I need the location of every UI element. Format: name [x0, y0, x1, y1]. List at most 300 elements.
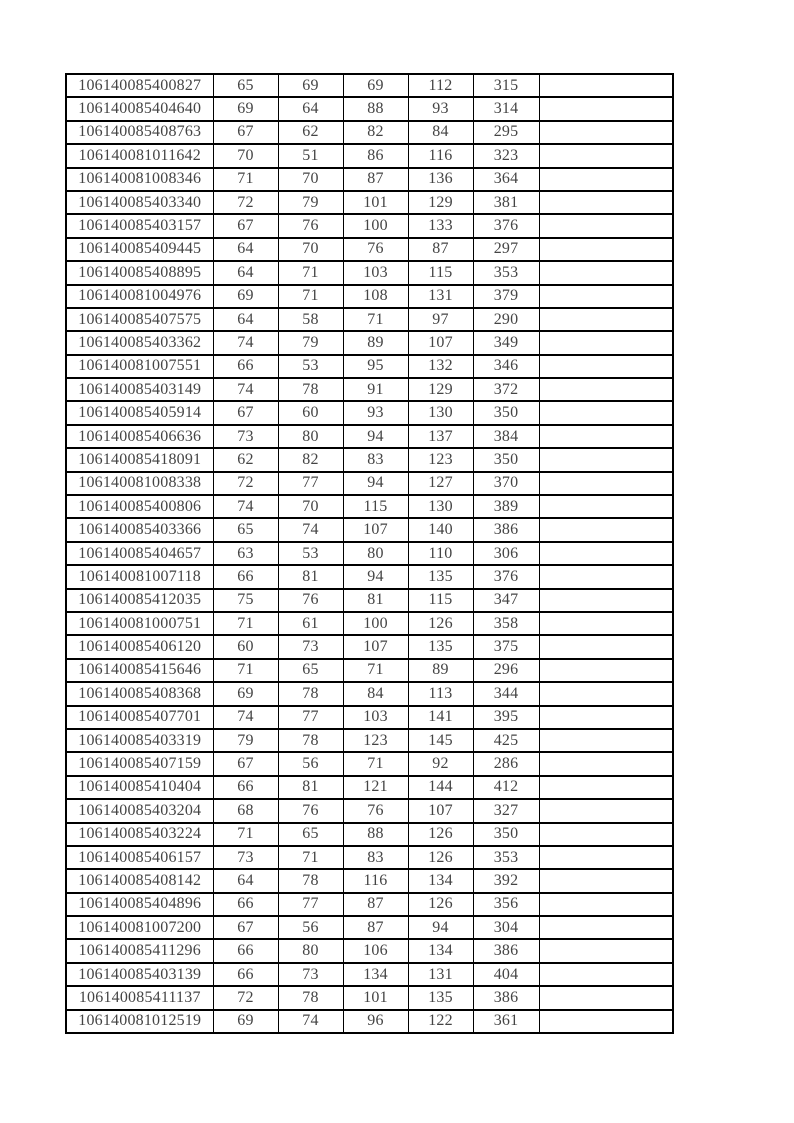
- cell-score-1: 65: [213, 74, 278, 97]
- table-row: [66, 74, 673, 97]
- scores-table: [65, 73, 674, 1034]
- table-row: [66, 121, 673, 144]
- cell-score-3: 81: [343, 589, 408, 612]
- cell-blank: [539, 659, 673, 682]
- cell-blank: [539, 939, 673, 962]
- table-row: [66, 425, 673, 448]
- cell-total: 323: [473, 144, 539, 167]
- cell-total: 375: [473, 635, 539, 658]
- cell-total: 361: [473, 1010, 539, 1033]
- cell-score-1: 60: [213, 635, 278, 658]
- cell-score-4: 130: [408, 495, 473, 518]
- cell-score-3: 106: [343, 939, 408, 962]
- cell-score-4: 131: [408, 285, 473, 308]
- cell-score-2: 65: [278, 659, 343, 682]
- cell-student-id: 106140085406636: [66, 425, 213, 448]
- cell-score-3: 107: [343, 518, 408, 541]
- table-row: [66, 612, 673, 635]
- cell-score-4: 129: [408, 378, 473, 401]
- cell-score-2: 51: [278, 144, 343, 167]
- cell-blank: [539, 518, 673, 541]
- cell-student-id: 106140085400827: [66, 74, 213, 97]
- cell-score-1: 79: [213, 729, 278, 752]
- cell-student-id: 106140085404657: [66, 542, 213, 565]
- cell-score-4: 140: [408, 518, 473, 541]
- cell-total: 386: [473, 939, 539, 962]
- table-row: [66, 682, 673, 705]
- cell-score-3: 93: [343, 401, 408, 424]
- cell-total: 327: [473, 799, 539, 822]
- cell-score-1: 69: [213, 1010, 278, 1033]
- cell-score-3: 101: [343, 191, 408, 214]
- cell-student-id: 106140085403362: [66, 331, 213, 354]
- cell-total: 379: [473, 285, 539, 308]
- cell-score-4: 135: [408, 635, 473, 658]
- cell-blank: [539, 706, 673, 729]
- cell-score-1: 66: [213, 939, 278, 962]
- cell-score-4: 135: [408, 986, 473, 1009]
- cell-total: 286: [473, 752, 539, 775]
- cell-score-1: 64: [213, 308, 278, 331]
- cell-score-1: 72: [213, 472, 278, 495]
- table-row: [66, 869, 673, 892]
- cell-score-4: 133: [408, 214, 473, 237]
- cell-score-1: 69: [213, 682, 278, 705]
- cell-student-id: 106140085407701: [66, 706, 213, 729]
- cell-blank: [539, 893, 673, 916]
- cell-score-2: 62: [278, 121, 343, 144]
- table-row: [66, 963, 673, 986]
- cell-total: 386: [473, 986, 539, 1009]
- cell-blank: [539, 378, 673, 401]
- cell-blank: [539, 635, 673, 658]
- cell-score-2: 70: [278, 495, 343, 518]
- cell-blank: [539, 472, 673, 495]
- cell-score-4: 126: [408, 823, 473, 846]
- table-row: [66, 823, 673, 846]
- cell-score-3: 87: [343, 916, 408, 939]
- table-row: [66, 939, 673, 962]
- cell-score-3: 87: [343, 168, 408, 191]
- cell-total: 364: [473, 168, 539, 191]
- cell-student-id: 106140085403340: [66, 191, 213, 214]
- cell-total: 297: [473, 238, 539, 261]
- table-row: [66, 308, 673, 331]
- cell-score-4: 145: [408, 729, 473, 752]
- cell-student-id: 106140081012519: [66, 1010, 213, 1033]
- cell-total: 389: [473, 495, 539, 518]
- cell-score-4: 130: [408, 401, 473, 424]
- cell-score-3: 91: [343, 378, 408, 401]
- cell-student-id: 106140085407159: [66, 752, 213, 775]
- cell-score-1: 74: [213, 495, 278, 518]
- cell-score-4: 126: [408, 893, 473, 916]
- cell-score-1: 73: [213, 846, 278, 869]
- table-row: [66, 331, 673, 354]
- cell-score-1: 74: [213, 378, 278, 401]
- cell-score-4: 107: [408, 799, 473, 822]
- cell-score-1: 69: [213, 285, 278, 308]
- cell-score-1: 68: [213, 799, 278, 822]
- cell-score-1: 67: [213, 401, 278, 424]
- table-row: [66, 635, 673, 658]
- cell-total: 358: [473, 612, 539, 635]
- cell-score-3: 76: [343, 799, 408, 822]
- cell-score-2: 64: [278, 97, 343, 120]
- cell-blank: [539, 448, 673, 471]
- cell-score-4: 92: [408, 752, 473, 775]
- cell-student-id: 106140085404640: [66, 97, 213, 120]
- table-row: [66, 495, 673, 518]
- cell-student-id: 106140081007551: [66, 355, 213, 378]
- table-row: [66, 518, 673, 541]
- table-row: [66, 893, 673, 916]
- cell-student-id: 106140085415646: [66, 659, 213, 682]
- cell-blank: [539, 752, 673, 775]
- cell-score-4: 129: [408, 191, 473, 214]
- cell-score-1: 64: [213, 238, 278, 261]
- cell-blank: [539, 682, 673, 705]
- table-row: [66, 1010, 673, 1033]
- cell-score-3: 107: [343, 635, 408, 658]
- cell-score-2: 81: [278, 776, 343, 799]
- cell-score-3: 71: [343, 308, 408, 331]
- cell-score-4: 123: [408, 448, 473, 471]
- cell-score-4: 127: [408, 472, 473, 495]
- cell-blank: [539, 355, 673, 378]
- cell-blank: [539, 261, 673, 284]
- cell-score-2: 53: [278, 542, 343, 565]
- cell-score-1: 70: [213, 144, 278, 167]
- cell-score-2: 82: [278, 448, 343, 471]
- table-row: [66, 355, 673, 378]
- cell-score-3: 94: [343, 472, 408, 495]
- cell-score-2: 70: [278, 168, 343, 191]
- cell-score-2: 65: [278, 823, 343, 846]
- cell-blank: [539, 963, 673, 986]
- table-row: [66, 916, 673, 939]
- cell-score-4: 126: [408, 846, 473, 869]
- cell-total: 353: [473, 261, 539, 284]
- cell-score-2: 80: [278, 939, 343, 962]
- cell-blank: [539, 612, 673, 635]
- cell-score-1: 67: [213, 916, 278, 939]
- table-row: [66, 285, 673, 308]
- cell-score-2: 77: [278, 706, 343, 729]
- cell-score-3: 88: [343, 823, 408, 846]
- cell-blank: [539, 74, 673, 97]
- cell-student-id: 106140085408763: [66, 121, 213, 144]
- cell-score-4: 97: [408, 308, 473, 331]
- cell-total: 306: [473, 542, 539, 565]
- cell-student-id: 106140081008338: [66, 472, 213, 495]
- cell-blank: [539, 1010, 673, 1033]
- cell-total: 314: [473, 97, 539, 120]
- cell-score-3: 103: [343, 706, 408, 729]
- cell-score-4: 144: [408, 776, 473, 799]
- cell-total: 412: [473, 776, 539, 799]
- cell-score-2: 78: [278, 682, 343, 705]
- cell-score-2: 73: [278, 963, 343, 986]
- table-row: [66, 659, 673, 682]
- cell-score-2: 53: [278, 355, 343, 378]
- cell-score-2: 80: [278, 425, 343, 448]
- cell-score-4: 115: [408, 261, 473, 284]
- cell-student-id: 106140085411137: [66, 986, 213, 1009]
- cell-score-2: 71: [278, 846, 343, 869]
- cell-score-2: 76: [278, 799, 343, 822]
- cell-score-2: 69: [278, 74, 343, 97]
- cell-score-3: 115: [343, 495, 408, 518]
- cell-blank: [539, 168, 673, 191]
- cell-score-2: 74: [278, 1010, 343, 1033]
- cell-score-3: 76: [343, 238, 408, 261]
- cell-score-2: 79: [278, 191, 343, 214]
- cell-student-id: 106140081000751: [66, 612, 213, 635]
- cell-total: 315: [473, 74, 539, 97]
- table-row: [66, 472, 673, 495]
- cell-score-4: 115: [408, 589, 473, 612]
- table-row: [66, 706, 673, 729]
- cell-student-id: 106140085418091: [66, 448, 213, 471]
- cell-total: 350: [473, 401, 539, 424]
- cell-total: 425: [473, 729, 539, 752]
- cell-score-3: 88: [343, 97, 408, 120]
- cell-score-1: 72: [213, 191, 278, 214]
- table-row: [66, 565, 673, 588]
- cell-student-id: 106140085408368: [66, 682, 213, 705]
- cell-score-2: 81: [278, 565, 343, 588]
- cell-score-4: 116: [408, 144, 473, 167]
- cell-student-id: 106140085409445: [66, 238, 213, 261]
- cell-score-4: 132: [408, 355, 473, 378]
- cell-score-4: 93: [408, 97, 473, 120]
- cell-score-1: 73: [213, 425, 278, 448]
- cell-blank: [539, 729, 673, 752]
- cell-student-id: 106140081007118: [66, 565, 213, 588]
- cell-score-2: 56: [278, 752, 343, 775]
- cell-student-id: 106140085403139: [66, 963, 213, 986]
- cell-score-3: 116: [343, 869, 408, 892]
- table-row: [66, 846, 673, 869]
- cell-total: 392: [473, 869, 539, 892]
- cell-score-3: 83: [343, 846, 408, 869]
- table-row: [66, 589, 673, 612]
- cell-blank: [539, 214, 673, 237]
- cell-student-id: 106140085403366: [66, 518, 213, 541]
- cell-total: 372: [473, 378, 539, 401]
- cell-score-3: 100: [343, 612, 408, 635]
- cell-score-4: 126: [408, 612, 473, 635]
- cell-score-3: 123: [343, 729, 408, 752]
- cell-blank: [539, 542, 673, 565]
- cell-student-id: 106140085412035: [66, 589, 213, 612]
- cell-blank: [539, 495, 673, 518]
- cell-student-id: 106140085403204: [66, 799, 213, 822]
- cell-student-id: 106140085406120: [66, 635, 213, 658]
- cell-student-id: 106140085410404: [66, 776, 213, 799]
- cell-blank: [539, 191, 673, 214]
- cell-student-id: 106140085400806: [66, 495, 213, 518]
- cell-score-3: 86: [343, 144, 408, 167]
- cell-student-id: 106140085403157: [66, 214, 213, 237]
- cell-student-id: 106140085403319: [66, 729, 213, 752]
- cell-score-3: 103: [343, 261, 408, 284]
- table-row: [66, 729, 673, 752]
- cell-blank: [539, 238, 673, 261]
- cell-score-1: 74: [213, 706, 278, 729]
- cell-score-1: 72: [213, 986, 278, 1009]
- cell-student-id: 106140081004976: [66, 285, 213, 308]
- cell-score-4: 134: [408, 939, 473, 962]
- cell-score-4: 107: [408, 331, 473, 354]
- table-row: [66, 448, 673, 471]
- cell-total: 344: [473, 682, 539, 705]
- cell-score-4: 131: [408, 963, 473, 986]
- table-row: [66, 214, 673, 237]
- cell-score-2: 76: [278, 214, 343, 237]
- cell-score-2: 61: [278, 612, 343, 635]
- cell-score-3: 108: [343, 285, 408, 308]
- cell-score-1: 74: [213, 331, 278, 354]
- cell-score-3: 87: [343, 893, 408, 916]
- cell-total: 349: [473, 331, 539, 354]
- cell-blank: [539, 331, 673, 354]
- cell-score-4: 110: [408, 542, 473, 565]
- cell-blank: [539, 401, 673, 424]
- cell-score-1: 66: [213, 565, 278, 588]
- cell-score-1: 64: [213, 261, 278, 284]
- cell-student-id: 106140081011642: [66, 144, 213, 167]
- cell-score-3: 94: [343, 565, 408, 588]
- cell-total: 384: [473, 425, 539, 448]
- cell-score-2: 77: [278, 472, 343, 495]
- cell-score-1: 71: [213, 168, 278, 191]
- cell-total: 290: [473, 308, 539, 331]
- cell-score-4: 87: [408, 238, 473, 261]
- cell-score-1: 75: [213, 589, 278, 612]
- table-row: [66, 97, 673, 120]
- cell-total: 381: [473, 191, 539, 214]
- cell-score-3: 101: [343, 986, 408, 1009]
- cell-blank: [539, 308, 673, 331]
- cell-student-id: 106140081007200: [66, 916, 213, 939]
- cell-score-4: 113: [408, 682, 473, 705]
- table-row: [66, 799, 673, 822]
- cell-score-4: 134: [408, 869, 473, 892]
- cell-score-4: 122: [408, 1010, 473, 1033]
- cell-student-id: 106140085405914: [66, 401, 213, 424]
- cell-score-1: 63: [213, 542, 278, 565]
- cell-score-1: 67: [213, 121, 278, 144]
- cell-total: 376: [473, 565, 539, 588]
- cell-total: 347: [473, 589, 539, 612]
- cell-blank: [539, 144, 673, 167]
- cell-score-1: 64: [213, 869, 278, 892]
- cell-total: 404: [473, 963, 539, 986]
- cell-blank: [539, 846, 673, 869]
- cell-total: 370: [473, 472, 539, 495]
- cell-score-3: 69: [343, 74, 408, 97]
- cell-blank: [539, 776, 673, 799]
- cell-score-1: 62: [213, 448, 278, 471]
- cell-total: 295: [473, 121, 539, 144]
- cell-score-4: 84: [408, 121, 473, 144]
- cell-score-2: 76: [278, 589, 343, 612]
- table-row: [66, 776, 673, 799]
- cell-student-id: 106140085403224: [66, 823, 213, 846]
- cell-blank: [539, 589, 673, 612]
- cell-score-3: 83: [343, 448, 408, 471]
- table-row: [66, 191, 673, 214]
- cell-score-2: 70: [278, 238, 343, 261]
- table-row: [66, 144, 673, 167]
- cell-score-1: 66: [213, 893, 278, 916]
- cell-score-2: 56: [278, 916, 343, 939]
- cell-score-1: 67: [213, 752, 278, 775]
- cell-score-2: 71: [278, 261, 343, 284]
- cell-score-1: 65: [213, 518, 278, 541]
- cell-blank: [539, 823, 673, 846]
- cell-score-3: 89: [343, 331, 408, 354]
- cell-score-3: 71: [343, 659, 408, 682]
- cell-blank: [539, 565, 673, 588]
- cell-score-1: 71: [213, 823, 278, 846]
- cell-score-1: 66: [213, 963, 278, 986]
- cell-score-2: 79: [278, 331, 343, 354]
- cell-score-2: 73: [278, 635, 343, 658]
- cell-blank: [539, 97, 673, 120]
- cell-score-2: 71: [278, 285, 343, 308]
- cell-student-id: 106140085408142: [66, 869, 213, 892]
- cell-student-id: 106140085411296: [66, 939, 213, 962]
- cell-score-1: 69: [213, 97, 278, 120]
- cell-score-1: 66: [213, 776, 278, 799]
- cell-score-3: 80: [343, 542, 408, 565]
- cell-blank: [539, 121, 673, 144]
- cell-student-id: 106140085407575: [66, 308, 213, 331]
- cell-total: 346: [473, 355, 539, 378]
- cell-blank: [539, 425, 673, 448]
- cell-total: 353: [473, 846, 539, 869]
- cell-total: 386: [473, 518, 539, 541]
- cell-blank: [539, 285, 673, 308]
- cell-score-1: 66: [213, 355, 278, 378]
- table-row: [66, 238, 673, 261]
- cell-total: 356: [473, 893, 539, 916]
- cell-score-2: 78: [278, 869, 343, 892]
- cell-score-2: 74: [278, 518, 343, 541]
- cell-score-4: 141: [408, 706, 473, 729]
- cell-total: 350: [473, 448, 539, 471]
- cell-score-4: 136: [408, 168, 473, 191]
- cell-score-3: 134: [343, 963, 408, 986]
- cell-score-3: 95: [343, 355, 408, 378]
- scores-table-body: [66, 74, 673, 1033]
- cell-score-3: 100: [343, 214, 408, 237]
- table-row: [66, 261, 673, 284]
- table-row: [66, 542, 673, 565]
- table-row: [66, 401, 673, 424]
- cell-score-4: 112: [408, 74, 473, 97]
- cell-score-4: 89: [408, 659, 473, 682]
- cell-score-4: 137: [408, 425, 473, 448]
- cell-blank: [539, 869, 673, 892]
- cell-blank: [539, 799, 673, 822]
- cell-score-3: 71: [343, 752, 408, 775]
- cell-score-3: 96: [343, 1010, 408, 1033]
- cell-total: 350: [473, 823, 539, 846]
